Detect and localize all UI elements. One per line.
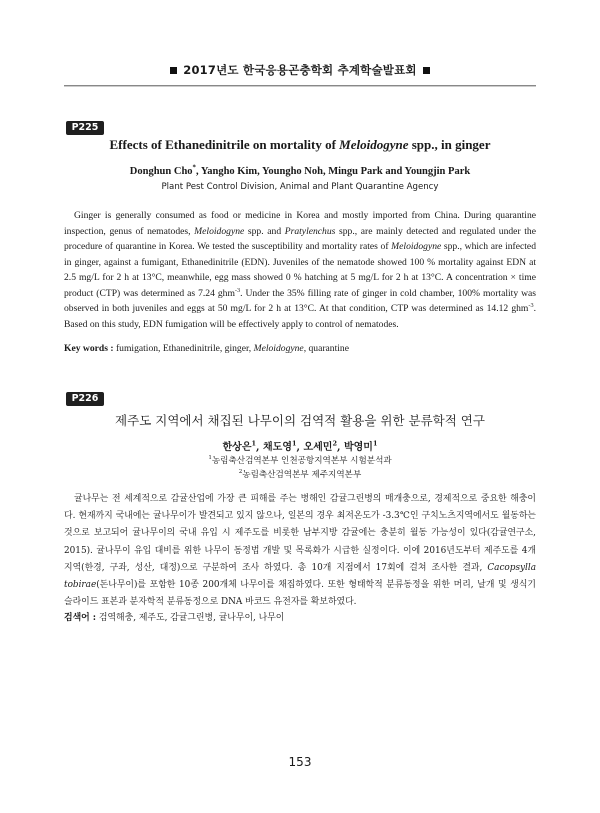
conference-title: 2017년도 한국응용곤충학회 추계학술발표회 [183,63,417,77]
square-bullet-icon [170,67,177,74]
affiliation-p226-2: $^2$농림축산검역본부 제주지역본부 [238,469,362,480]
paper-title-p226: 제주도 지역에서 채집된 나무이의 검역적 활용을 위한 분류학적 연구 [115,413,485,428]
poster-label-p225: P225 [66,121,104,135]
page-number: 153 [288,755,312,769]
affiliation-p226-1: $^1$농림축산검역본부 인천공항지역본부 시험분석과 [208,455,392,466]
keywords-p225: Key words : fumigation, Ethanedinitrile, ginger, Meloidogyne, quarantine [64,343,349,354]
affiliation-p225: Plant Pest Control Division, Animal and Plant Quarantine Agency [161,182,439,192]
authors-p225: Donghun Cho*, Yangho Kim, Youngho Noh, Mingu Park and Youngjin Park [129,164,471,177]
abstract-p225 [64,208,536,332]
keywords-p226: 검색어 : 검역해충, 제주도, 감귤그린병, 귤나무이, 나무이 [64,613,285,623]
abstract-paragraph: 귤나무는 전 세계적으로 감귤산업에 가장 큰 피해를 주는 병해인 감귤그린병의 매개충으로, 경제적으로 중요한 해충이다. 현재까지 국내에는 귤나무이가 발견되고 있지 않으나, 일본의 경우 최저온도가 -3.3℃인 구치노츠지역에서도 월동하는 것으로 보고되어 귤나무이의 국내 유입 시 제주도를 비롯한 남부지방 감귤에는 충분히 월동 가능성이 있다(감귤연구소, 2015). 귤나무이 유입 대비를 위한 나무이 동정법 개발 및 목록화가 시급한 실정이다. 이에 2016년도부터 제주도를 4개 지역(한경, 구좌, 성산, 대정)으로 구분하여 조사 하였다. 총 10개 지점에서 17회에 걸쳐 조사한 결과, Cacopsylla tobirae(돈나무이)를 포함한 10종 200개체 나무이를 채집하였다. 또한 형태학적 분류동정을 위한 머리, 날개 및 생식기 슬라이드 표본과 분자학적 분류동정으로 DNA 바코드 유전자를 확보하였다. [64,494,536,608]
header-rule [64,85,536,86]
paper-title-p225: Effects of Ethanedinitrile on mortality of Meloidogyne spp., in ginger [109,137,491,152]
conference-header [0,62,600,78]
authors-p226: 한상은$^1$, 채도영$^1$, 오세민$^2$, 박영미$^1$ [222,439,378,453]
abstract-paragraph: Ginger is generally consumed as food or medicine in Korea and mostly imported from China. During quarantine inspection, genus of nematodes, Meloidogyne spp. and Pratylenchus spp., are mainly detected and regulated under the procedure of quarantine in Korea. We tested the susceptibility and mortality rates of Meloidogyne spp., which are infected in ginger, against a fumigant, Ethanedinitrile (EDN). Juveniles of the nematode showed 100 % mortality against EDN at 2.5 mg/L for 2 h at 13°C, meanwhile, egg mass showed 0 % hatching at 5 mg/L for 2 h at 13°C. A concentration × time product (CTP) was determined as 7.24 ghm$^{-3}$. Under the 35% filling rate of ginger in cold chamber, 100% mortality was observed in both juveniles and eggs at 50 mg/L for 2 h at 13°C. At that condition, CTP was determined as 14.12 ghm$^{-3}$. Based on this study, EDN fumigation will be effectively apply to control of nematodes. [64,210,536,330]
abstract-p226 [64,491,536,611]
square-bullet-icon [423,67,430,74]
poster-label-p226: P226 [66,392,104,406]
